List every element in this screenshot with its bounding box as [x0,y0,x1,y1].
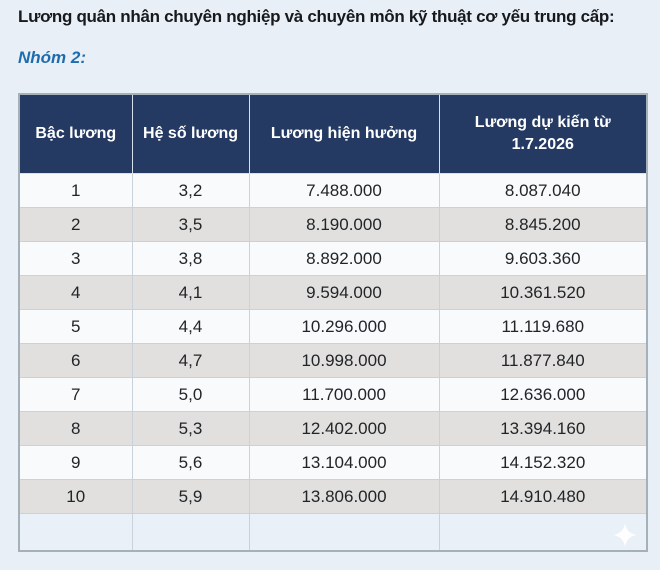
table-cell: 13.806.000 [249,480,439,514]
table-row [19,310,647,344]
column-header-3: Lương hiện hưởng [249,94,439,174]
table-row [19,174,647,208]
table-row [19,208,647,242]
table-cell: 11.877.840 [439,344,647,378]
table-cell: 11.119.680 [439,310,647,344]
table-cell: 7.488.000 [249,174,439,208]
table-cell: 3,5 [132,208,249,242]
table-row [19,242,647,276]
table-cell: 3,8 [132,242,249,276]
table-cell: 5,6 [132,446,249,480]
table-cell: 4,4 [132,310,249,344]
salary-table-container [18,93,646,552]
table-header-row [19,94,647,174]
table-cell: 4,1 [132,276,249,310]
table-cell: 12.636.000 [439,378,647,412]
table-cell: 10.296.000 [249,310,439,344]
table-cell: 8.892.000 [249,242,439,276]
table-cell: 14.152.320 [439,446,647,480]
table-empty-row [19,514,647,552]
table-cell: 5 [19,310,132,344]
table-row [19,412,647,446]
salary-table [18,93,648,552]
table-cell: 3 [19,242,132,276]
table-cell: 5,3 [132,412,249,446]
table-cell: 9.603.360 [439,242,647,276]
table-cell: 8.845.200 [439,208,647,242]
table-cell: 9.594.000 [249,276,439,310]
page-title: Lương quân nhân chuyên nghiệp và chuyên môn kỹ thuật cơ yếu trung cấp: [18,7,615,26]
table-cell: 4,7 [132,344,249,378]
table-row [19,378,647,412]
empty-cell [439,514,647,552]
table-cell: 13.394.160 [439,412,647,446]
column-header-4: Lương dự kiến từ 1.7.2026 [439,94,647,174]
table-cell: 8.087.040 [439,174,647,208]
table-cell: 3,2 [132,174,249,208]
table-cell: 4 [19,276,132,310]
table-cell: 9 [19,446,132,480]
table-row [19,446,647,480]
empty-cell [132,514,249,552]
table-cell: 10 [19,480,132,514]
empty-cell [249,514,439,552]
table-row [19,276,647,310]
table-cell: 12.402.000 [249,412,439,446]
table-row [19,344,647,378]
table-cell: 8 [19,412,132,446]
table-cell: 10.361.520 [439,276,647,310]
table-cell: 1 [19,174,132,208]
table-cell: 5,9 [132,480,249,514]
table-cell: 14.910.480 [439,480,647,514]
column-header-1: Bậc lương [19,94,132,174]
table-cell: 11.700.000 [249,378,439,412]
table-cell: 13.104.000 [249,446,439,480]
table-row [19,480,647,514]
table-cell: 2 [19,208,132,242]
table-cell: 7 [19,378,132,412]
column-header-2: Hệ số lương [132,94,249,174]
table-cell: 5,0 [132,378,249,412]
table-cell: 8.190.000 [249,208,439,242]
empty-cell [19,514,132,552]
group-subtitle: Nhóm 2: [18,48,86,67]
table-cell: 10.998.000 [249,344,439,378]
table-cell: 6 [19,344,132,378]
